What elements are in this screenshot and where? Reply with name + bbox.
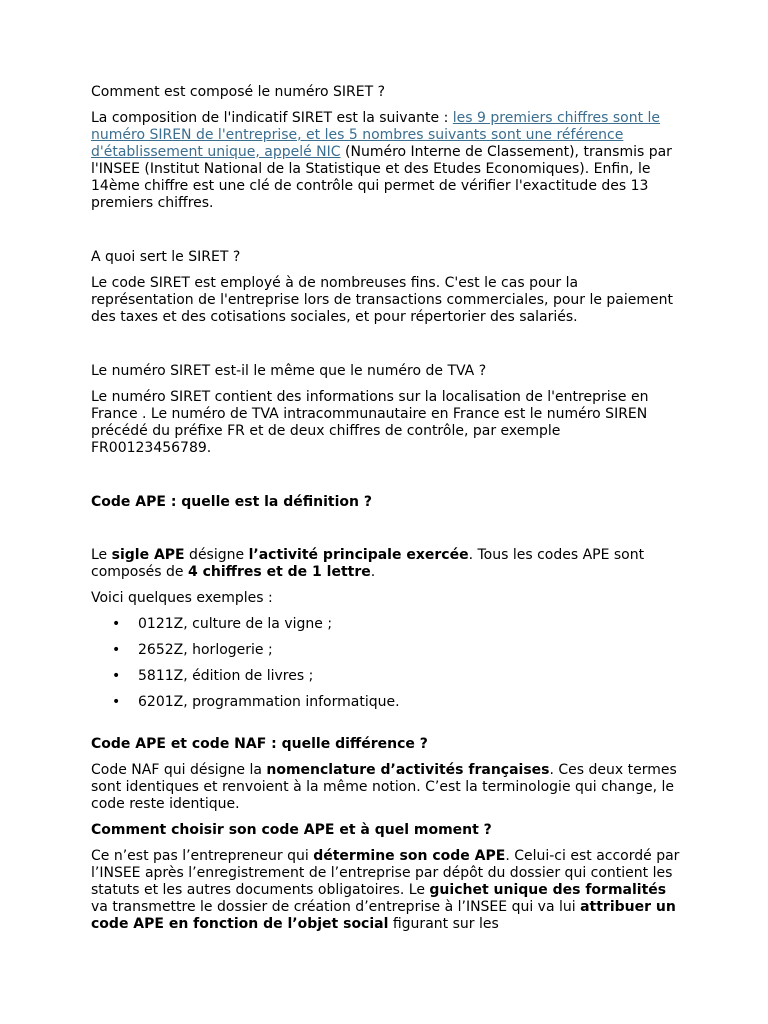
- siret-intro-text: La composition de l'indicatif SIRET est la suivante :: [91, 110, 453, 126]
- ape-sigle: sigle APE: [111, 547, 185, 563]
- heading-ape-definition-text: Code APE : quelle est la définition ?: [91, 494, 372, 510]
- list-item: [91, 642, 681, 659]
- paragraph-choose-ape: [91, 848, 681, 933]
- heading-ape-definition: [91, 494, 681, 511]
- choose-text-2: . Celui-ci est accordé par l’INSEE après l’enregistrement de l’entreprise par dépôt du dossier qui contient les statuts et les autres documents obligatoires. Le: [91, 848, 680, 898]
- paragraph-siret-composition: [91, 110, 681, 212]
- list-item: [91, 668, 681, 685]
- naf-text-1: Code NAF qui désigne la: [91, 762, 267, 778]
- paragraph-ape-naf: [91, 762, 681, 813]
- ape-text-4: .: [370, 564, 376, 580]
- heading-siret-composition: Comment est composé le numéro SIRET ?: [91, 84, 386, 100]
- choose-text-4: figurant sur les: [388, 916, 499, 932]
- choose-text-3: va transmettre le dossier de création d’entreprise à l’INSEE qui va lui: [91, 899, 581, 915]
- paragraph-siret-usage: Le code SIRET est employé à de nombreuses fins. C'est le cas pour la représentation de l'entreprise lors de transactions commerciales, pour le paiement des taxes et des cotisations sociales, et pour répertorier des salariés.: [91, 275, 674, 325]
- naf-text-2: . Ces deux termes sont identiques et renvoient à la même notion. C’est la terminologie qui change, le code reste identique.: [91, 762, 677, 812]
- paragraph-siret-tva: Le numéro SIRET contient des informations sur la localisation de l'entreprise en France . Le numéro de TVA intracommunautaire en France est le numéro SIREN précédé du préfixe FR et de deux chiffres de contrôle, par exemple FR00123456789.: [91, 389, 649, 456]
- siret-rest-text: (Numéro Interne de Classement), transmis par l'INSEE (Institut National de la Statistique et des Etudes Economiques). Enfin, le 14ème chiffre est une clé de contrôle qui permet de vérifier l'exactitude des 13 premiers chiffres.: [91, 144, 672, 211]
- heading-ape-naf: [91, 736, 681, 753]
- ape-text-3: . Tous les codes APE sont composés de: [91, 547, 645, 580]
- bullet-icon: •: [112, 668, 121, 684]
- bullet-icon: •: [112, 694, 121, 710]
- bullet-icon: •: [112, 642, 121, 658]
- choose-guichet: guichet unique des formalités: [429, 882, 667, 898]
- ape-text-1: Le: [91, 547, 112, 563]
- list-item-text: 0121Z, culture de la vigne ;: [138, 616, 333, 632]
- choose-determine: détermine son code APE: [313, 848, 506, 864]
- choose-text-1: Ce n’est pas l’entrepreneur qui: [91, 848, 314, 864]
- list-item: [91, 694, 681, 711]
- ape-text-2: désigne: [184, 547, 249, 563]
- heading-ape-naf-text: Code APE et code NAF : quelle différence ?: [91, 736, 428, 752]
- list-item-text: 6201Z, programmation informatique.: [138, 694, 400, 710]
- choose-attribuer: attribuer un code APE en fonction de l’objet social: [91, 899, 676, 932]
- siret-siren-link[interactable]: les 9 premiers chiffres sont le numéro SIREN de l'entreprise, et les 5 nombres suivants sont une référence d'établissement unique, appelé NIC: [91, 110, 661, 160]
- heading-choose-ape-text: Comment choisir son code APE et à quel moment ?: [91, 822, 492, 838]
- ape-examples-intro: Voici quelques exemples :: [91, 590, 273, 606]
- bullet-icon: •: [112, 616, 121, 632]
- document-page: [91, 84, 681, 933]
- paragraph-ape-definition: [91, 547, 681, 581]
- heading-siret-usage: A quoi sert le SIRET ?: [91, 249, 241, 265]
- heading-siret-tva: Le numéro SIRET est-il le même que le numéro de TVA ?: [91, 363, 487, 379]
- list-item-text: 5811Z, édition de livres ;: [138, 668, 314, 684]
- heading-choose-ape: [91, 822, 681, 839]
- naf-nomenclature: nomenclature d’activités françaises: [266, 762, 550, 778]
- list-item: [91, 616, 681, 633]
- ape-activite: l’activité principale exercée: [248, 547, 469, 563]
- ape-examples-list: [91, 616, 681, 711]
- ape-format: 4 chiffres et de 1 lettre: [187, 564, 371, 580]
- list-item-text: 2652Z, horlogerie ;: [138, 642, 273, 658]
